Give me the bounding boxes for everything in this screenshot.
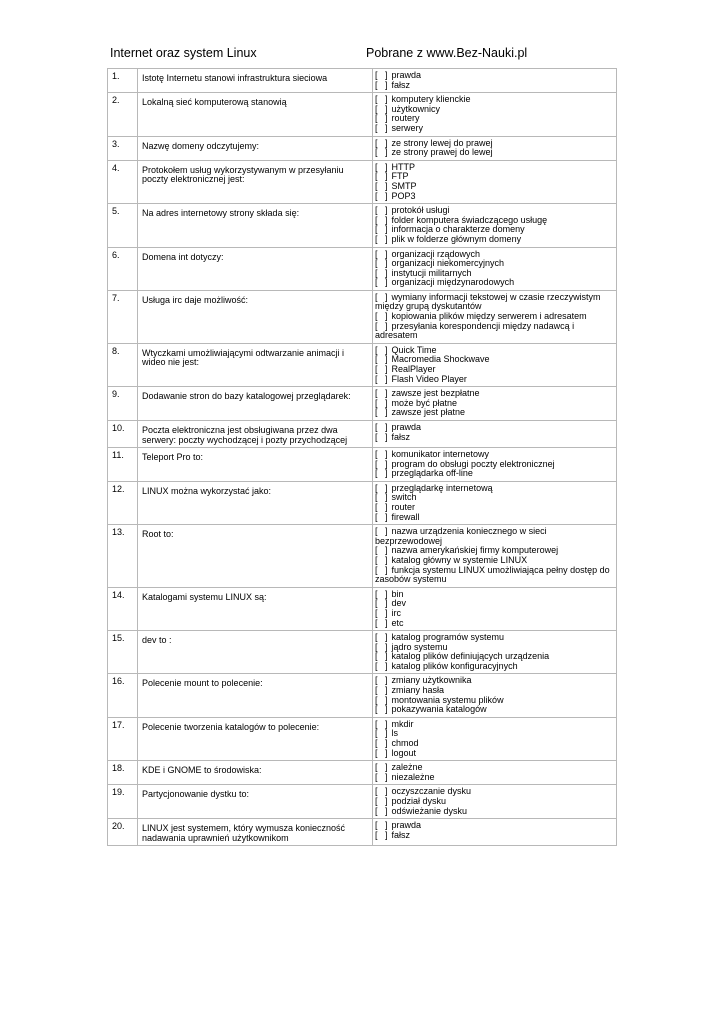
checkbox[interactable]: [ ] [375, 277, 388, 288]
answer-option-label: prawda [391, 70, 422, 80]
checkbox[interactable]: [ ] [375, 675, 388, 686]
question-text: Wtyczkami umożliwiającymi odtwarzanie animacji i wideo nie jest: [138, 343, 373, 386]
question-text: Polecenie mount to polecenie: [138, 674, 373, 717]
answer-option [375, 293, 614, 312]
answer-option-label: etc [391, 617, 404, 628]
question-text: LINUX można wykorzystać jako: [138, 481, 373, 524]
answer-option-label: katalog plików definiujących urządzenia [391, 651, 550, 662]
question-row [108, 136, 617, 160]
answer-option-label: program do obsługi poczty elektronicznej [391, 458, 555, 469]
question-number: 16. [108, 674, 138, 717]
question-row [108, 819, 617, 846]
answer-option-label: prawda [391, 422, 422, 432]
question-text: Partycjonowanie dystku to: [138, 785, 373, 819]
answer-option-label: router [391, 501, 416, 512]
answer-options [373, 247, 617, 290]
question-text: KDE i GNOME to środowiska: [138, 761, 373, 785]
answer-options [373, 631, 617, 674]
answer-option-label: montowania systemu plików [391, 694, 504, 705]
checkbox[interactable]: [ ] [375, 171, 388, 182]
answer-options [373, 136, 617, 160]
answer-option-label: użytkownicy [391, 103, 441, 114]
checkbox[interactable]: [ ] [375, 103, 388, 114]
answer-option-label: komputery klienckie [391, 94, 471, 105]
checkbox[interactable]: [ ] [375, 70, 388, 80]
answer-option-label: zawsze jest płatne [391, 407, 466, 418]
answer-option-label: HTTP [391, 161, 416, 172]
answer-option [375, 609, 614, 619]
answer-option-label: serwery [391, 122, 424, 133]
question-text: Root to: [138, 525, 373, 588]
question-row [108, 93, 617, 136]
question-row [108, 343, 617, 386]
answer-option [375, 599, 614, 609]
quiz-body [108, 69, 617, 846]
checkbox[interactable]: [ ] [375, 607, 388, 618]
checkbox[interactable]: [ ] [375, 205, 388, 216]
question-row [108, 448, 617, 482]
answer-option [375, 527, 614, 546]
answer-options [373, 448, 617, 482]
answer-option-label: folder komputera świadczącego usługę [391, 214, 548, 225]
checkbox[interactable]: [ ] [375, 122, 388, 133]
question-row [108, 247, 617, 290]
checkbox[interactable]: [ ] [375, 492, 388, 503]
answer-option-label: bin [391, 588, 404, 599]
checkbox[interactable]: [ ] [375, 354, 388, 365]
checkbox[interactable]: [ ] [375, 79, 388, 90]
checkbox[interactable]: [ ] [375, 94, 388, 105]
answer-option [375, 705, 614, 715]
answer-option [375, 590, 614, 600]
checkbox[interactable]: [ ] [375, 511, 388, 522]
question-text: LINUX jest systemem, który wymusza konieczność nadawania uprawnień użytkownikom [138, 819, 373, 846]
checkbox[interactable]: [ ] [375, 422, 388, 432]
checkbox[interactable]: [ ] [375, 771, 388, 782]
answer-option-label: Macromedia Shockwave [391, 354, 490, 365]
answer-options [373, 204, 617, 247]
question-text: Protokołem usług wykorzystywanym w przesyłaniu poczty elektronicznej jest: [138, 160, 373, 203]
question-number: 8. [108, 343, 138, 386]
answer-option-label: zależne [391, 762, 423, 773]
checkbox[interactable]: [ ] [375, 545, 388, 556]
answer-options [373, 93, 617, 136]
answer-option-label: katalog plików konfiguracyjnych [391, 660, 518, 671]
question-number: 14. [108, 587, 138, 630]
answer-option-label: switch [391, 492, 417, 503]
answer-option [375, 821, 614, 831]
answer-options [373, 290, 617, 343]
question-number: 9. [108, 387, 138, 421]
answer-option [375, 807, 614, 817]
answer-option-label: odświeżanie dysku [391, 805, 468, 816]
checkbox[interactable]: [ ] [375, 617, 388, 628]
checkbox[interactable]: [ ] [375, 718, 388, 729]
answer-option-label: może być płatne [391, 397, 458, 408]
answer-option-label: dev [391, 598, 407, 609]
answer-option-label: logout [391, 747, 417, 758]
answer-options [373, 785, 617, 819]
answer-options [373, 587, 617, 630]
question-row [108, 785, 617, 819]
answer-option-label: instytucji militarnych [391, 267, 472, 278]
document-title: Internet oraz system Linux [110, 46, 257, 60]
answer-option-label: fałsz [391, 431, 411, 442]
checkbox[interactable]: [ ] [375, 373, 388, 384]
answer-option-label: fałsz [391, 79, 411, 90]
question-number: 11. [108, 448, 138, 482]
question-row [108, 421, 617, 448]
quiz-table [107, 68, 617, 846]
question-text: Na adres internetowy strony składa się: [138, 204, 373, 247]
answer-options [373, 69, 617, 93]
checkbox[interactable]: [ ] [375, 258, 388, 269]
checkbox[interactable]: [ ] [375, 449, 388, 459]
answer-option-label: ze strony lewej do prawej [391, 137, 493, 148]
question-text: Nazwę domeny odczytujemy: [138, 136, 373, 160]
answer-options [373, 160, 617, 203]
checkbox[interactable]: [ ] [375, 588, 388, 599]
answer-option-label: katalog główny w systemie LINUX [391, 554, 528, 565]
answer-option-label: RealPlayer [391, 364, 436, 375]
checkbox[interactable]: [ ] [375, 704, 388, 715]
question-number: 2. [108, 93, 138, 136]
checkbox[interactable]: [ ] [375, 660, 388, 671]
question-row [108, 69, 617, 93]
answer-option-label: zmiany hasła [391, 685, 445, 696]
question-row [108, 525, 617, 588]
checkbox[interactable]: [ ] [375, 482, 388, 493]
answer-option [375, 720, 614, 730]
answer-option [375, 773, 614, 783]
answer-option-label: FTP [391, 171, 409, 182]
question-text: Lokalną sieć komputerową stanowią [138, 93, 373, 136]
checkbox[interactable]: [ ] [375, 388, 388, 399]
answer-option-label: podział dysku [391, 796, 447, 806]
checkbox[interactable]: [ ] [375, 407, 388, 418]
answer-option-label: nazwa urządzenia koniecznego w sieci bezprzewodowej [375, 526, 547, 546]
checkbox[interactable]: [ ] [375, 311, 388, 322]
answer-option [375, 469, 614, 479]
question-number: 5. [108, 204, 138, 247]
checkbox[interactable]: [ ] [375, 137, 388, 148]
answer-option-label: informacja o charakterze domeny [391, 224, 525, 235]
checkbox[interactable]: [ ] [375, 233, 388, 244]
question-text: Dodawanie stron do bazy katalogowej przeglądarek: [138, 387, 373, 421]
checkbox[interactable]: [ ] [375, 214, 388, 225]
question-number: 20. [108, 819, 138, 846]
answer-option-label: irc [391, 607, 402, 618]
question-number: 4. [108, 160, 138, 203]
answer-option [375, 148, 614, 158]
checkbox[interactable]: [ ] [375, 641, 388, 652]
question-row [108, 387, 617, 421]
answer-option [375, 749, 614, 759]
question-row [108, 204, 617, 247]
checkbox[interactable]: [ ] [375, 738, 388, 749]
answer-option-label: POP3 [391, 190, 416, 201]
checkbox[interactable]: [ ] [375, 747, 388, 758]
question-number: 12. [108, 481, 138, 524]
answer-option [375, 375, 614, 385]
answer-options [373, 387, 617, 421]
answer-option-label: plik w folderze głównym domeny [391, 233, 522, 244]
question-text: Polecenie tworzenia katalogów to polecenie: [138, 717, 373, 760]
answer-option-label: nazwa amerykańskiej firmy komputerowej [391, 545, 559, 556]
answer-options [373, 421, 617, 448]
checkbox[interactable]: [ ] [375, 526, 388, 537]
answer-option-label: organizacji niekomercyjnych [391, 258, 505, 269]
answer-option [375, 235, 614, 245]
checkbox[interactable]: [ ] [375, 820, 388, 831]
answer-option-label: chmod [391, 738, 419, 749]
answer-options [373, 819, 617, 846]
question-row [108, 481, 617, 524]
answer-option-label: Flash Video Player [391, 373, 467, 384]
question-row [108, 761, 617, 785]
question-row [108, 674, 617, 717]
question-text: Poczta elektroniczna jest obsługiwana przez dwa serwery: poczty wychodzącej i pozty przychodzącej [138, 421, 373, 448]
answer-option-label: funkcja systemu LINUX umożliwiająca pełny dostęp do zasobów systemu [375, 564, 610, 585]
answer-option-label: oczyszczanie dysku [391, 786, 472, 797]
checkbox[interactable]: [ ] [375, 632, 388, 643]
answer-option [375, 662, 614, 672]
answer-option-label: przeglądarka off-line [391, 468, 473, 479]
checkbox[interactable]: [ ] [375, 190, 388, 201]
answer-option-label: prawda [391, 820, 422, 831]
answer-option-label: pokazywania katalogów [391, 704, 487, 715]
checkbox[interactable]: [ ] [375, 728, 388, 739]
answer-option [375, 433, 614, 443]
checkbox[interactable]: [ ] [375, 320, 388, 331]
checkbox[interactable]: [ ] [375, 248, 388, 259]
question-number: 10. [108, 421, 138, 448]
question-row [108, 717, 617, 760]
answer-option [375, 192, 614, 202]
answer-options [373, 343, 617, 386]
answer-option [375, 124, 614, 134]
checkbox[interactable]: [ ] [375, 554, 388, 565]
answer-option [375, 81, 614, 91]
question-number: 15. [108, 631, 138, 674]
question-text: Istotę Internetu stanowi infrastruktura sieciowa [138, 69, 373, 93]
answer-option-label: SMTP [391, 180, 417, 191]
question-number: 13. [108, 525, 138, 588]
answer-option [375, 831, 614, 841]
answer-option-label: ls [391, 728, 399, 739]
checkbox[interactable]: [ ] [375, 762, 388, 773]
answer-options [373, 717, 617, 760]
checkbox[interactable]: [ ] [375, 468, 388, 479]
answer-option-label: protokół usługi [391, 205, 450, 216]
checkbox[interactable]: [ ] [375, 364, 388, 375]
question-number: 17. [108, 717, 138, 760]
answer-options [373, 525, 617, 588]
checkbox[interactable]: [ ] [375, 651, 388, 662]
answer-option-label: mkdir [391, 718, 414, 729]
question-number: 19. [108, 785, 138, 819]
answer-option-label: organizacji międzynarodowych [391, 277, 515, 288]
checkbox[interactable]: [ ] [375, 161, 388, 172]
page-header [110, 46, 618, 64]
answer-option-label: wymiany informacji tekstowej w czasie rzeczywistym między grupą dyskutantów [375, 291, 601, 312]
checkbox[interactable]: [ ] [375, 564, 388, 575]
answer-option-label: organizacji rządowych [391, 248, 481, 259]
answer-option-label: komunikator internetowy [391, 449, 490, 459]
answer-option-label: Quick Time [391, 344, 437, 355]
answer-option [375, 423, 614, 433]
checkbox[interactable]: [ ] [375, 113, 388, 124]
answer-option-label: ze strony prawej do lewej [391, 147, 493, 158]
question-text: Usługa irc daje możliwość: [138, 290, 373, 343]
question-row [108, 290, 617, 343]
question-text: Domena int dotyczy: [138, 247, 373, 290]
answer-option-label: przesyłania korespondencji między nadawcą i adresatem [375, 320, 575, 341]
checkbox[interactable]: [ ] [375, 501, 388, 512]
answer-option [375, 163, 614, 173]
question-row [108, 160, 617, 203]
answer-option-label: fałsz [391, 829, 411, 840]
question-number: 1. [108, 69, 138, 93]
answer-options [373, 674, 617, 717]
checkbox[interactable]: [ ] [375, 786, 388, 797]
answer-option-label: jądro systemu [391, 641, 448, 652]
checkbox[interactable]: [ ] [375, 397, 388, 408]
question-row [108, 631, 617, 674]
answer-option [375, 513, 614, 523]
checkbox[interactable]: [ ] [375, 796, 388, 806]
answer-option-label: niezależne [391, 771, 435, 782]
checkbox[interactable]: [ ] [375, 694, 388, 705]
checkbox[interactable]: [ ] [375, 685, 388, 696]
checkbox[interactable]: [ ] [375, 598, 388, 609]
question-text: Katalogami systemu LINUX są: [138, 587, 373, 630]
answer-option [375, 566, 614, 585]
question-number: 7. [108, 290, 138, 343]
question-row [108, 587, 617, 630]
answer-option-label: przeglądarkę internetową [391, 482, 493, 493]
checkbox[interactable]: [ ] [375, 147, 388, 158]
answer-option [375, 408, 614, 418]
answer-option-label: katalog programów systemu [391, 632, 505, 643]
question-number: 6. [108, 247, 138, 290]
answer-option [375, 71, 614, 81]
answer-option [375, 278, 614, 288]
checkbox[interactable]: [ ] [375, 267, 388, 278]
question-number: 18. [108, 761, 138, 785]
answer-option-label: routery [391, 113, 420, 124]
answer-option-label: kopiowania plików między serwerem i adresatem [391, 311, 587, 322]
answer-option-label: firewall [391, 511, 420, 522]
checkbox[interactable]: [ ] [375, 458, 388, 469]
answer-option [375, 619, 614, 629]
question-text: Teleport Pro to: [138, 448, 373, 482]
question-text: dev to : [138, 631, 373, 674]
answer-option-label: zmiany użytkownika [391, 675, 472, 686]
checkbox[interactable]: [ ] [375, 291, 388, 302]
answer-options [373, 761, 617, 785]
answer-option-label: zawsze jest bezpłatne [391, 388, 480, 399]
question-number: 3. [108, 136, 138, 160]
checkbox[interactable]: [ ] [375, 344, 388, 355]
checkbox[interactable]: [ ] [375, 805, 388, 816]
checkbox[interactable]: [ ] [375, 431, 388, 442]
checkbox[interactable]: [ ] [375, 829, 388, 840]
answer-options [373, 481, 617, 524]
checkbox[interactable]: [ ] [375, 224, 388, 235]
source-label: Pobrane z www.Bez-Nauki.pl [366, 46, 528, 60]
answer-option [375, 322, 614, 341]
checkbox[interactable]: [ ] [375, 180, 388, 191]
